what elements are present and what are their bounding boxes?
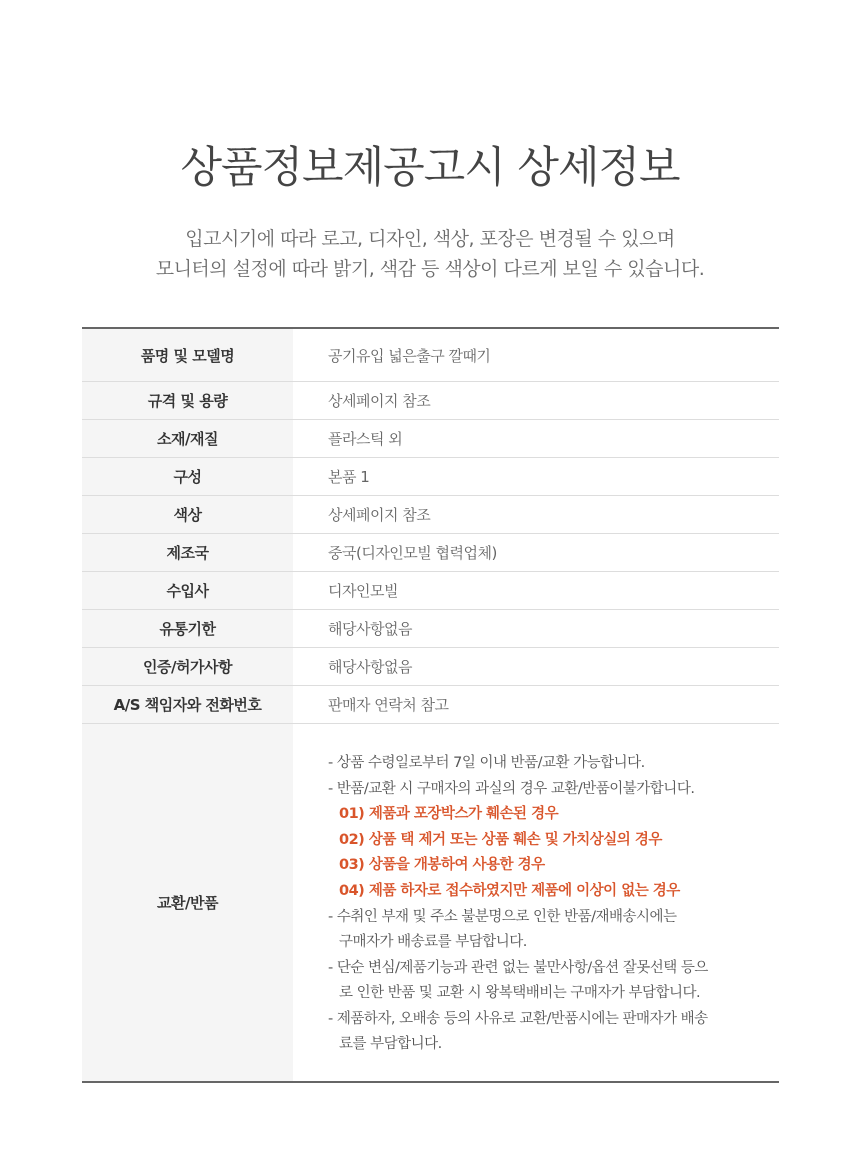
row-label: 규격 및 용량	[82, 382, 293, 420]
policy-line: 구매자가 배송료를 부담합니다.	[339, 934, 527, 951]
policy-line: 로 인한 반품 및 교환 시 왕복택배비는 구매자가 부담합니다.	[339, 985, 701, 1002]
table-row	[82, 686, 779, 724]
exchange-return-row	[82, 724, 779, 1083]
row-label: 소재/재질	[82, 420, 293, 458]
table-row	[82, 420, 779, 458]
table-row	[82, 496, 779, 534]
row-value: 해당사항없음	[293, 610, 779, 648]
policy-line: - 수취인 부재 및 주소 불분명으로 인한 반품/재배송시에는	[328, 908, 677, 925]
row-value: 상세페이지 참조	[293, 382, 779, 420]
policy-warning-line: 02) 상품 택 제거 또는 상품 훼손 및 가치상실의 경우	[339, 831, 662, 848]
row-value: 공기유입 넓은출구 깔때기	[293, 328, 779, 382]
exchange-return-label: 교환/반품	[82, 724, 293, 1083]
row-label: 유통기한	[82, 610, 293, 648]
subtitle-line-1: 입고시기에 따라 로고, 디자인, 색상, 포장은 변경될 수 있으며	[185, 228, 675, 250]
policy-line: - 제품하자, 오배송 등의 사유로 교환/반품시에는 판매자가 배송	[328, 1010, 708, 1027]
page-subtitle	[0, 224, 860, 284]
row-value: 플라스틱 외	[293, 420, 779, 458]
row-label: 구성	[82, 458, 293, 496]
row-label: 수입사	[82, 572, 293, 610]
table-row	[82, 572, 779, 610]
subtitle-line-2: 모니터의 설정에 따라 밝기, 색감 등 색상이 다르게 보일 수 있습니다.	[155, 258, 705, 280]
row-label: 색상	[82, 496, 293, 534]
product-info-table	[82, 327, 779, 1083]
row-value: 본품 1	[293, 458, 779, 496]
row-value: 디자인모빌	[293, 572, 779, 610]
table-row	[82, 534, 779, 572]
policy-line: - 상품 수령일로부터 7일 이내 반품/교환 가능합니다.	[328, 754, 645, 771]
policy-line: 료를 부담합니다.	[339, 1036, 442, 1053]
table-row	[82, 328, 779, 382]
table-row	[82, 382, 779, 420]
table-row	[82, 648, 779, 686]
row-label: 인증/허가사항	[82, 648, 293, 686]
row-value: 해당사항없음	[293, 648, 779, 686]
row-value: 판매자 연락처 참고	[293, 686, 779, 724]
row-value: 상세페이지 참조	[293, 496, 779, 534]
policy-warning-line: 04) 제품 하자로 접수하였지만 제품에 이상이 없는 경우	[339, 882, 680, 899]
policy-line: - 단순 변심/제품기능과 관련 없는 불만사항/옵션 잘못선택 등으	[328, 959, 708, 976]
row-label: 품명 및 모델명	[82, 328, 293, 382]
row-label: 제조국	[82, 534, 293, 572]
table-row	[82, 458, 779, 496]
row-label: A/S 책임자와 전화번호	[82, 686, 293, 724]
row-value: 중국(디자인모빌 협력업체)	[293, 534, 779, 572]
policy-line: - 반품/교환 시 구매자의 과실의 경우 교환/반품이불가합니다.	[328, 780, 695, 797]
table-row	[82, 610, 779, 648]
page-title: 상품정보제공고시 상세정보	[180, 143, 680, 193]
policy-warning-line: 01) 제품과 포장박스가 훼손된 경우	[339, 806, 559, 823]
policy-warning-line: 03) 상품을 개봉하여 사용한 경우	[339, 857, 545, 874]
exchange-return-policy	[293, 724, 779, 1083]
